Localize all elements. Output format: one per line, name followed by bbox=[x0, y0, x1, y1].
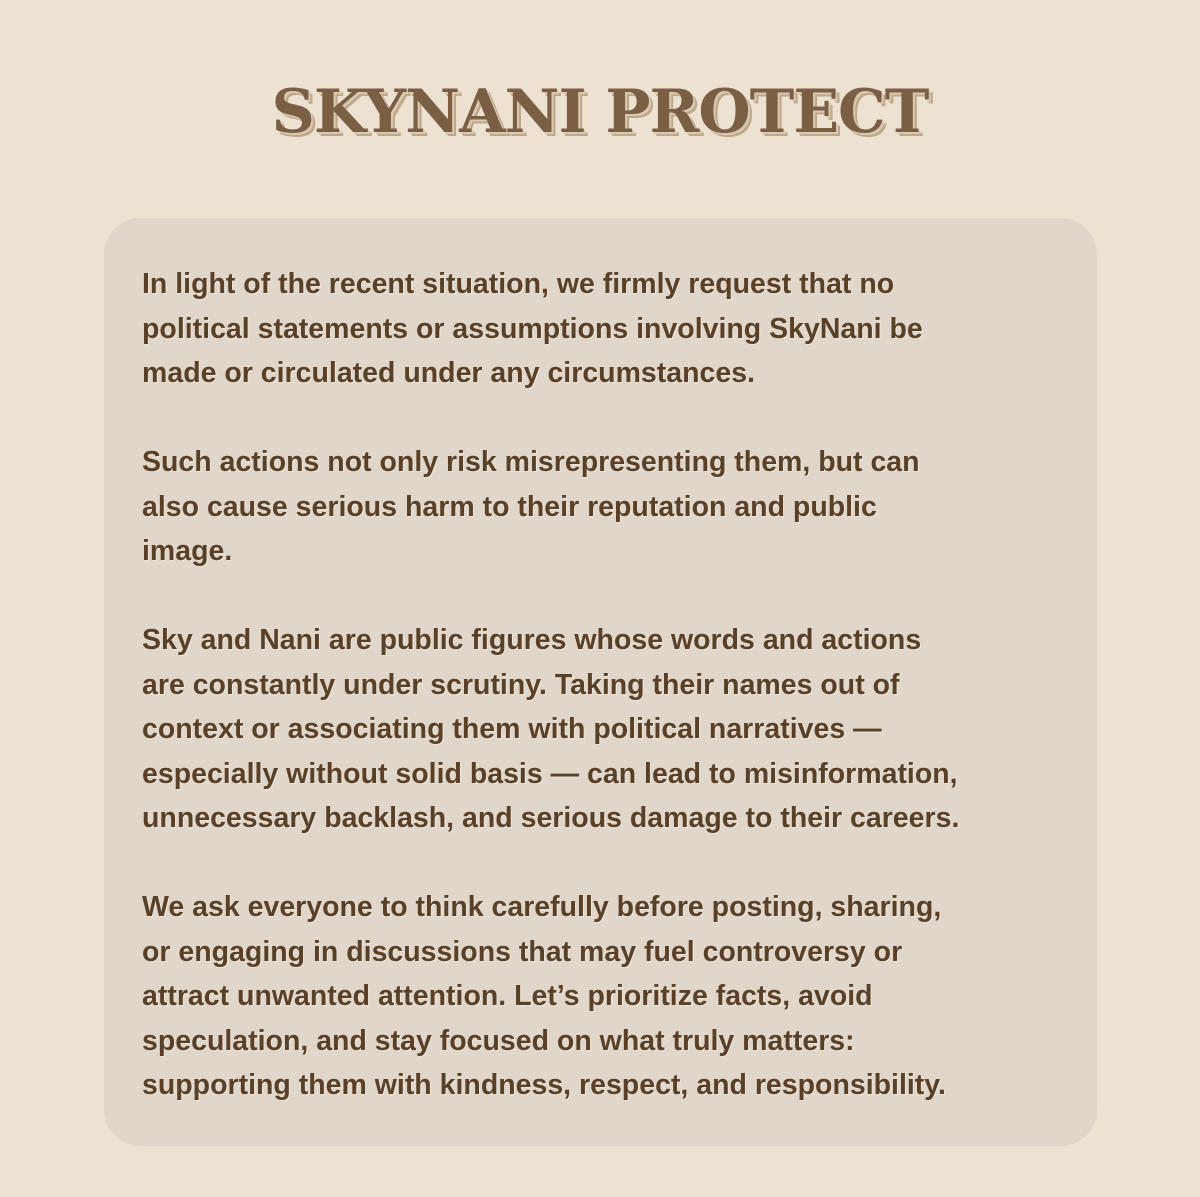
paragraph-line: made or circulated under any circumstances. bbox=[142, 357, 755, 389]
paragraph-line: speculation, and stay focused on what truly matters: bbox=[142, 1024, 855, 1057]
paragraph-line: We ask everyone to think carefully before posting, sharing, bbox=[142, 891, 942, 923]
paragraph-line: In light of the recent situation, we firmly request that no bbox=[142, 268, 895, 300]
statement-paragraph-1 bbox=[142, 262, 1077, 396]
statement-paragraph-2 bbox=[142, 440, 1077, 574]
paragraph-line: supporting them with kindness, respect, and responsibility. bbox=[142, 1069, 946, 1101]
paragraph-line: context or associating them with political narratives — bbox=[142, 713, 882, 745]
paragraph-line: attract unwanted attention. Let’s prioritize facts, avoid bbox=[142, 980, 873, 1012]
paragraph-line: political statements or assumptions involving SkyNani be bbox=[142, 312, 923, 345]
paragraph-line: especially without solid basis — can lead to misinformation, bbox=[142, 757, 958, 790]
paragraph-line: Such actions not only risk misrepresenting them, but can bbox=[142, 446, 920, 478]
paragraph-line: Sky and Nani are public figures whose words and actions bbox=[142, 624, 922, 656]
page-title: SKYNANI PROTECT bbox=[271, 77, 929, 147]
statement-paragraph-3 bbox=[142, 618, 1077, 841]
statement-paragraph-4 bbox=[142, 885, 1077, 1108]
paragraph-line: or engaging in discussions that may fuel controversy or bbox=[142, 935, 903, 968]
statement-card bbox=[104, 218, 1097, 1146]
paragraph-line: are constantly under scrutiny. Taking their names out of bbox=[142, 668, 900, 701]
paragraph-line: also cause serious harm to their reputation and public bbox=[142, 490, 877, 523]
paragraph-line: image. bbox=[142, 535, 233, 567]
paragraph-line: unnecessary backlash, and serious damage to their careers. bbox=[142, 802, 960, 834]
